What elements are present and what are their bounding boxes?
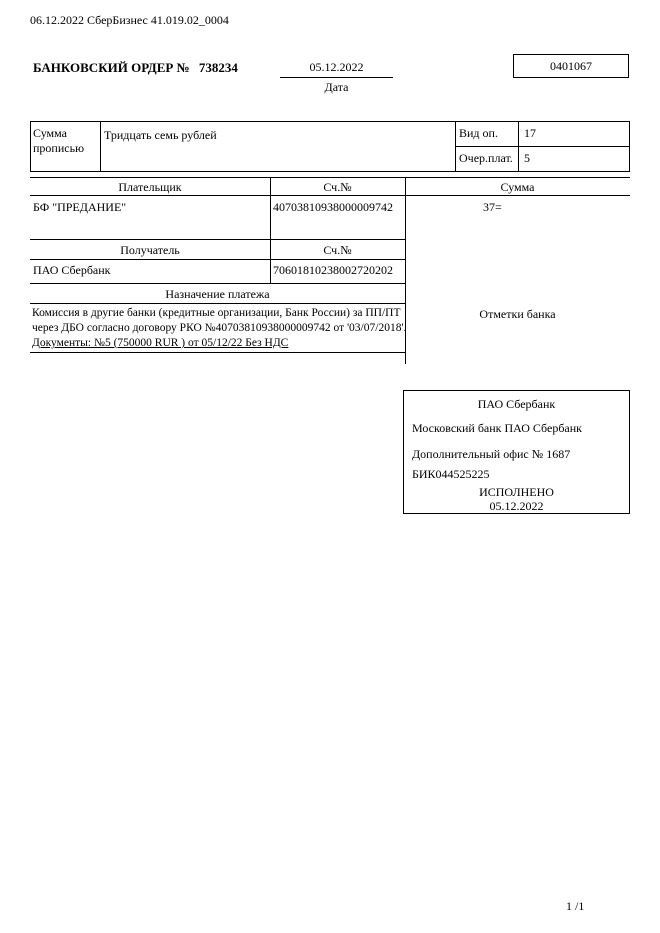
divider-line [455,146,630,147]
document-date-label: Дата [324,80,349,94]
stamp-office: Дополнительный офис № 1687 [412,447,571,461]
page-number: 1 /1 [566,899,585,913]
amount-words-value: Тридцать семь рублей [104,128,217,142]
payee-account-header: Сч.№ [323,243,352,257]
divider-line [629,121,630,171]
divider-line [30,239,405,240]
divider-line [100,121,101,171]
divider-line [30,259,405,260]
stamp-bik: БИК044525225 [412,467,490,481]
bank-stamp-box [403,390,630,514]
stamp-status: ИСПОЛНЕНО [479,485,554,499]
divider-line [30,121,630,122]
document-meta-line: 06.12.2022 СберБизнес 41.019.02_0004 [30,13,229,27]
payee-account: 70601810238002720202 [273,263,393,277]
divider-line [405,177,406,364]
stamp-branch: Московский банк ПАО Сбербанк [412,421,583,435]
payer-account: 40703810938000009742 [273,200,393,214]
divider-line [30,283,405,284]
form-code-box: 0401067 [513,54,629,78]
sum-header: Сумма [500,180,535,194]
divider-line [30,171,630,172]
stamp-status-date: 05.12.2022 [489,499,544,513]
amount-words-label: Сумма прописью [33,126,85,155]
purpose-line-2: через ДБО согласно договору РКО №40703810938000009742 от '03/07/2018'. [32,322,407,334]
divider-line [30,303,405,304]
divider-line [455,121,456,171]
priority-label: Очер.плат. [459,151,513,165]
stamp-bank-name: ПАО Сбербанк [477,397,556,411]
divider-line [30,195,630,196]
bank-marks-header: Отметки банка [479,307,556,321]
document-number: 738234 [198,60,238,75]
purpose-line-1: Комиссия в другие банки (кредитные организации, Банк России) за ПП/ПТ [32,307,401,319]
purpose-header: Назначение платежа [165,287,270,301]
document-date: 05.12.2022 [280,60,393,78]
divider-line [518,121,519,171]
payer-name: БФ "ПРЕДАНИЕ" [33,200,127,214]
document-title [33,60,238,76]
op-type-label: Вид оп. [459,126,498,140]
payee-name: ПАО Сбербанк [33,263,111,277]
divider-line [30,121,31,171]
payment-sum: 37= [483,200,502,214]
document-title-label: БАНКОВСКИЙ ОРДЕР № [33,60,190,75]
divider-line [30,177,630,178]
divider-line [30,352,405,353]
purpose-line-3: Документы: №5 (750000 RUR ) от 05/12/22 Без НДС [32,337,289,349]
payer-header: Плательщик [118,180,182,194]
op-type-value: 17 [524,126,536,140]
payer-account-header: Сч.№ [323,180,352,194]
priority-value: 5 [524,151,530,165]
payee-header: Получатель [120,243,180,257]
